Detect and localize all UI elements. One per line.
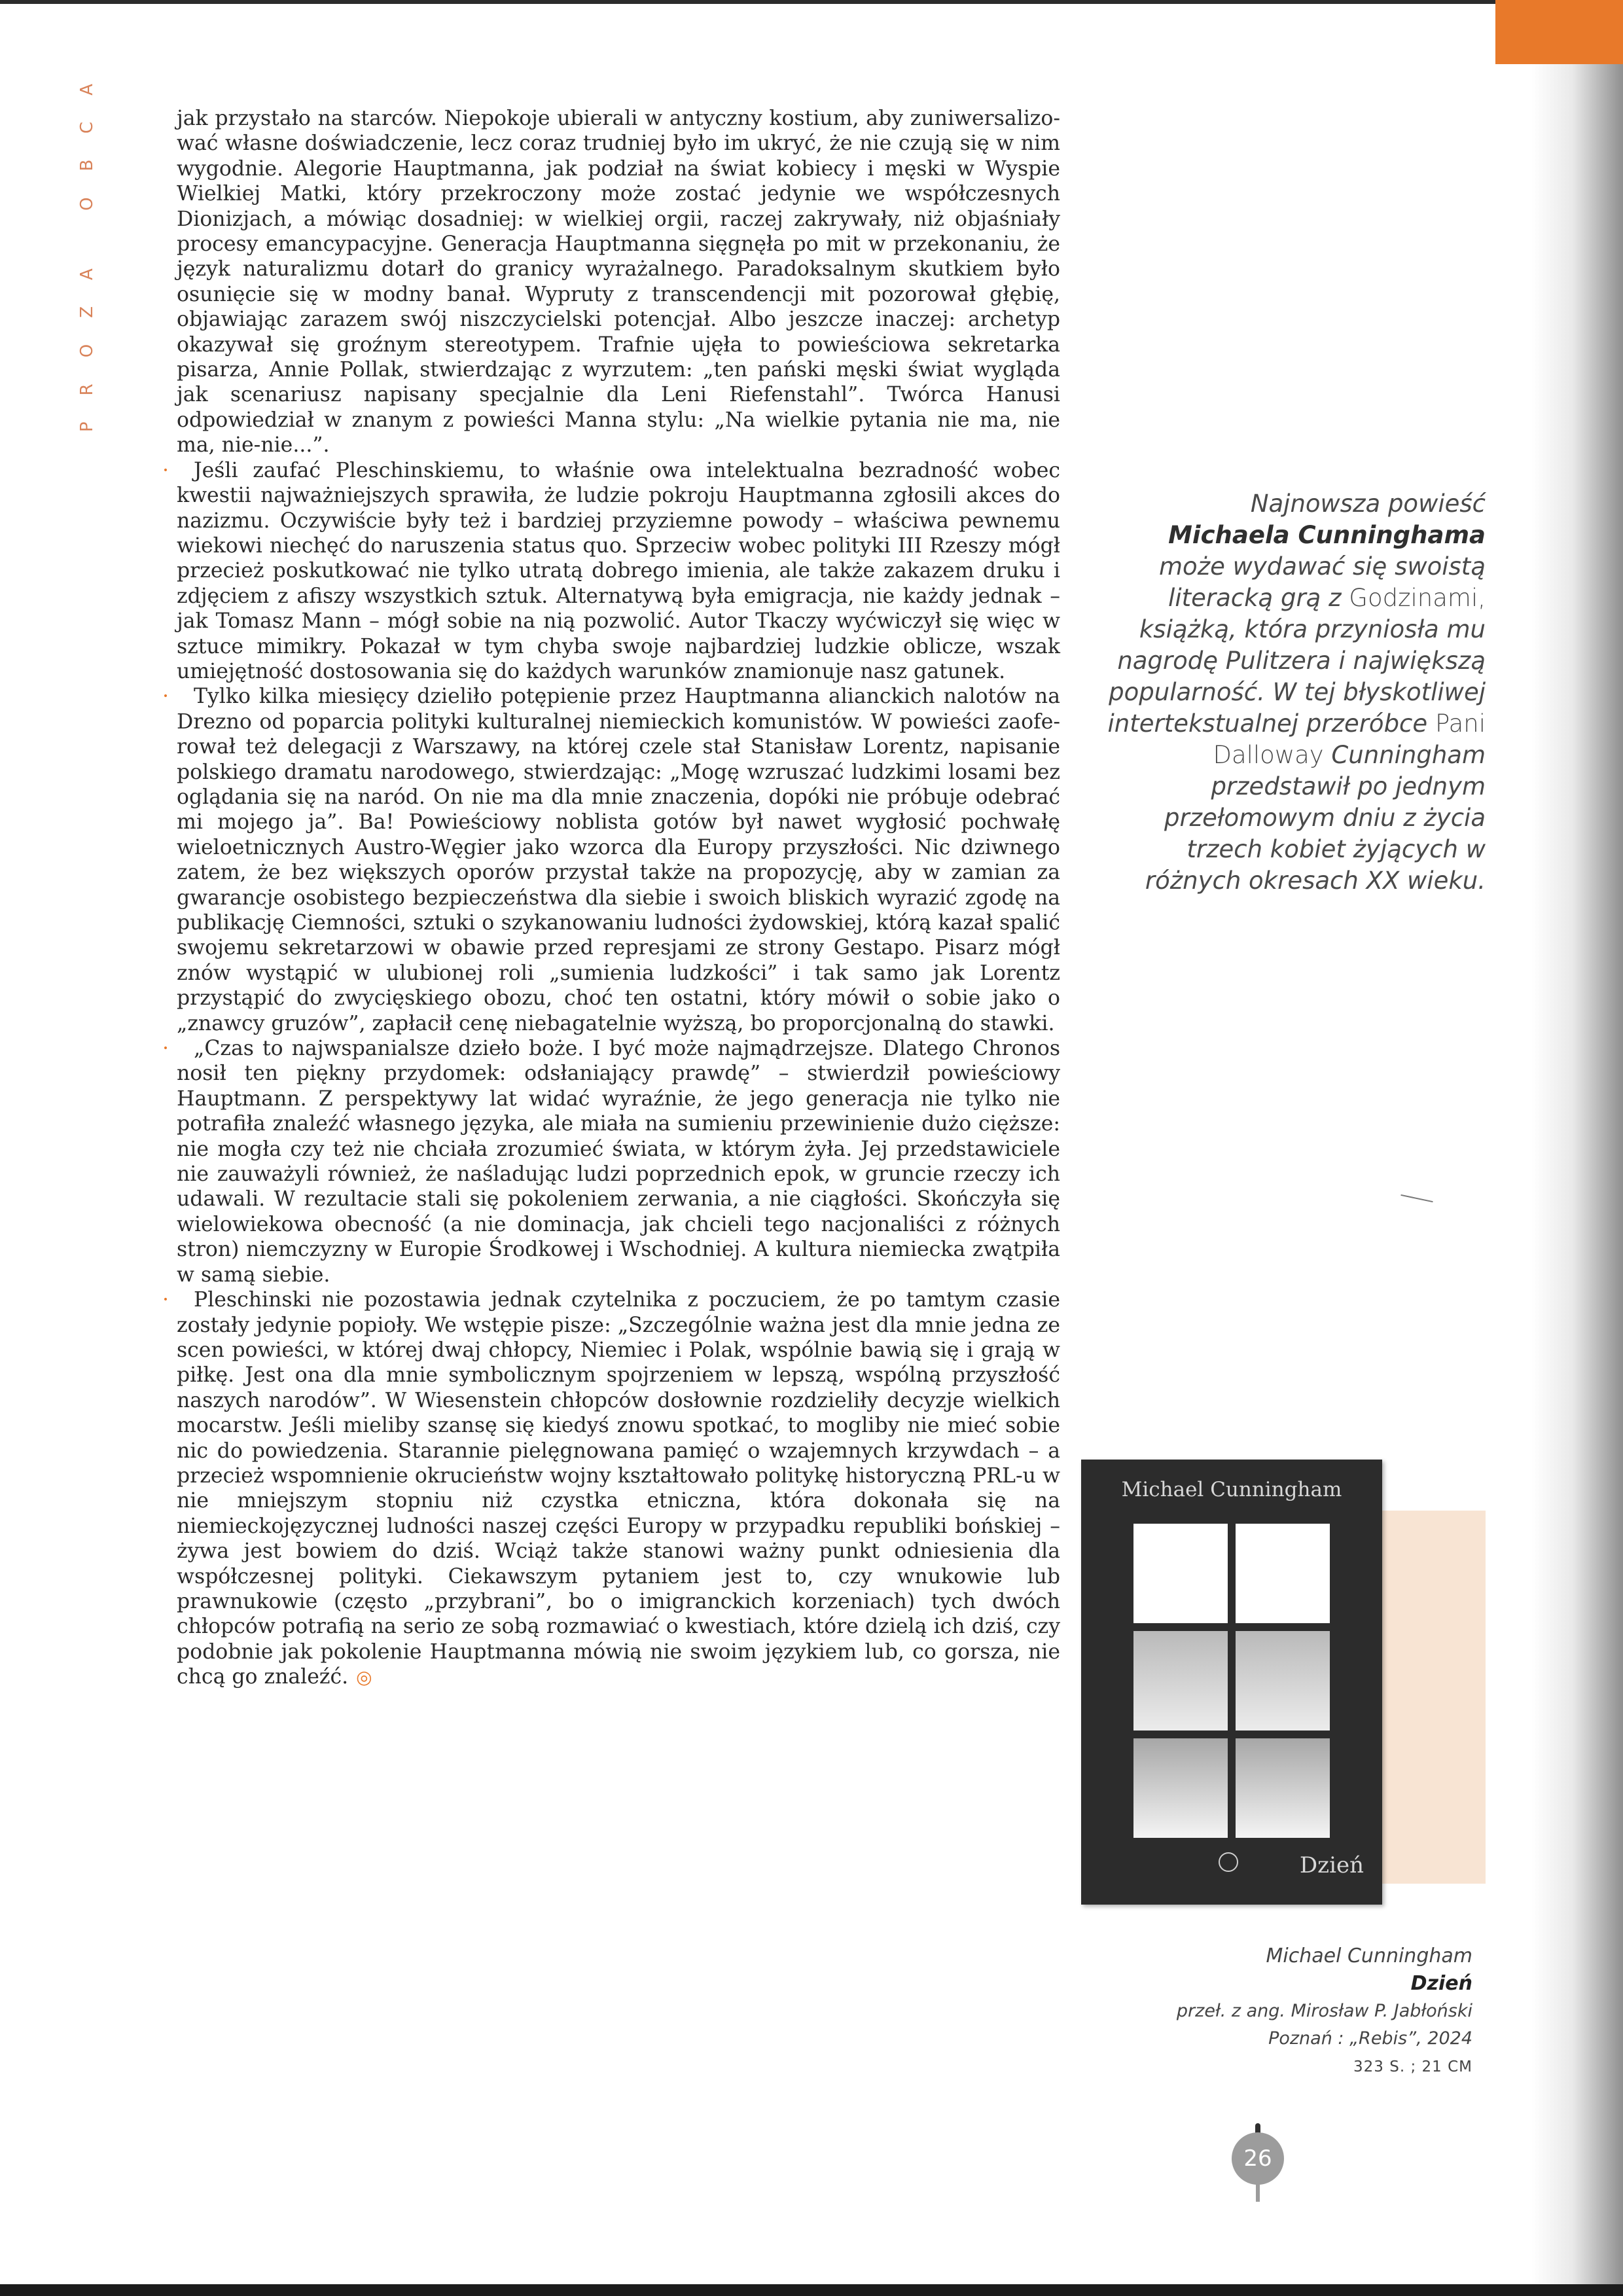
paragraph-3: · Tylko kilka miesięcy dzieliło potępienie przez Hauptmanna alianckich nalotów na Drezno od poparcia polityki kulturalnej niemieckich komunistów. W powieści zaoferował też delegacji z Warszawy, na której czele stał Stanisław Lorentz, napisanie polskiego dramatu narodowego, stwierdzając: „Mogę wzruszać ludzkimi losami bez oglądania się na naród. On nie ma dla mnie znaczenia, dopóki nie próbuje odebrać mi mojego ja”. Ba! Powieściowy noblista gotów był nawet wygłosić pochwałę wieloetnicznych Austro-Węgier jako wzorca dla Europy przyszłości. Nic dziwnego zatem, że bez większych oporów przystał także na propozycję, aby w zamian za gwarancje osobistego bezpieczeństwa dla siebie i swoich bliskich wyrazić zgodę na publikację Ciemności, sztuki o szykanowaniu ludności żydowskiej, którą kazał spalić swojemu sekretarzowi w obawie przed represjami ze strony Gestapo. Pisarz mógł znów wystąpić w ulubionej roli „sumienia ludzkości” i tak samo jak Lorentz przystąpić do zwycięskiego obozu, choć ten ostatni, który mówił o sobie jako o „znawcy gruzów”, zapłacił cenę niebagatelnie wyższą, bo proporcjonalną do stawki. [177, 684, 1060, 1036]
paragraph-2: · Jeśli zaufać Pleschinskiemu, to właśnie owa intelektualna bezradność wobec kwestii najważniejszych sprawiła, że ludzie pokroju Hauptmanna zgłosili akces do nazizmu. Oczywiście były też i bardziej przyziemne powody – właściwa pewnemu wiekowi niechęć do naruszenia status quo. Sprzeciw wobec polityki III Rzeszy mógł przecież poskutkować nie tylko utratą dobrego imienia, ale także zakazem druku i zdjęciem z afiszy wszystkich sztuk. Alternatywą była emigracja, nie każdy jednak – jak Tomasz Mann – mógł sobie na nią pozwolić. Autor Tkaczy wyćwiczył się więc w sztuce mimikry. Pokazał w tym chyba swoje najbardziej ludzkie oblicze, wszak umiejętność dostosowania się do każdych warunków znamionuje nasz gatunek. [177, 458, 1060, 685]
end-of-article-icon: ◎ [356, 1666, 372, 1689]
cover-title: Dzień [1299, 1852, 1364, 1878]
scan-top-edge [0, 0, 1623, 4]
section-label: PROZA OBCA [77, 58, 97, 432]
page-number: 26 [1232, 2132, 1284, 2185]
page-gutter-shadow [1531, 0, 1623, 2296]
paragraph-1: jak przystało na starców. Niepokoje ubierali w antyczny kostium, aby zuniwersalizować własne doświadczenie, lecz coraz trudniej było im ukryć, że nie czują się w nim wygodnie. Alegorie Hauptmanna, jak podział na świat kobiecy i męski w Wyspie Wielkiej Matki, który przekroczony może zostać jedynie we współczesnych Dionizjach, a mówiąc dosadniej: w wielkiej orgii, raczej zakrywały, niż objaśniały procesy emancypacyjne. Generacja Hauptmanna sięgnęła po mit w przekonaniu, że język naturalizmu dotarł do granicy wyrażalnego. Paradoksalnym skutkiem było osunięcie się w modny banał. Wypruty z transcendencji mit pozorował głębię, objawiając zarazem swój niszczycielski potencjał. Albo jeszcze inaczej: archetyp okazywał się groźnym stereotypem. Trafnie ujęła to powieściowa sekretarka pisarza, Annie Pollak, stwierdzając z wyrzutem: „ten pański męski świat wygląda jak scenariusz napisany specjalnie dla Leni Riefenstahl”. Twórca Hanusi odpowiedział w znanym z powieści Manna stylu: „Na wielkie pytania nie ma, nie ma, nie-nie...”. [177, 107, 1060, 457]
publisher-logo-icon [1219, 1852, 1238, 1872]
pullquote-mrs-dalloway: Pani Dalloway [1213, 709, 1486, 769]
book-info-title: Dzień [1410, 1972, 1472, 1995]
book-info [1113, 1943, 1472, 2081]
article-body [177, 106, 1060, 1691]
pullquote-part1: Najnowsza powieść [1250, 490, 1486, 518]
window-pane [1236, 1631, 1330, 1731]
paragraph-5 [177, 1287, 1060, 1691]
window-pane [1133, 1631, 1228, 1731]
book-info-publisher: Poznań : „Rebis”, 2024 [1268, 2028, 1472, 2049]
book-info-author: Michael Cunningham [1266, 1945, 1472, 1967]
pull-quote [1093, 488, 1486, 897]
book-info-extent: 323 S. ; 21 CM [1353, 2058, 1472, 2075]
paragraph-4: · „Czas to najwspanialsze dzieło boże. I być może najmądrzejsze. Dlatego Chronos nosił ten piękny przydomek: odsłaniający prawdę” – stwierdził powieściowy Hauptmann. Z perspektywy lat widać wyraźnie, że jego generacja nie tylko nie potrafiła znaleźć własnego języka, ale miała na sumieniu przewinienie dużo cięższe: nie mogła czy też nie chciała zrozumieć świata, w którym żyła. Jej przedstawiciele nie zauważyli również, że naśladując ludzi poprzednich epok, w gruncie rzeczy ich udawali. W rezultacie stali się pokoleniem zerwania, a nie ciągłości. Skończyła się wielowiekowa obecność (a nie dominacja, jak chcieli tego nacjonaliści z różnych stron) niemczyzny w Europie Środkowej i Wschodniej. A kultura niemiecka zwątpiła w samą siebie. [177, 1036, 1060, 1287]
scan-bottom-edge [0, 2284, 1623, 2296]
pullquote-part3: książką, która przyniosła mu nagrodę Pulitzera i największą popularność. W tej błyskotliwej intertekstualnej przeróbce [1107, 615, 1486, 738]
window-pane [1133, 1524, 1228, 1623]
book-info-translator: przeł. z ang. Mirosław P. Jabłoński [1176, 2001, 1472, 2021]
window-pane [1133, 1738, 1228, 1838]
paragraph-5-text: Pleschinski nie pozostawia jednak czytelnika z poczuciem, że po tamtym czasie zostały jedynie popioły. We wstępie pisze: „Szczególnie ważna jest dla mnie jedna ze scen powieści, w której dwaj chłopcy, Niemiec i Polak, wspólnie bawią się i grają w piłkę. Jest ona dla mnie symbolicznym spojrzeniem w lepszą, wspólną przyszłość naszych narodów”. W Wiesenstein chłopców dosłownie rozdzieliły decyzje wielkich mocarstw. Jeśli mieliby szansę się kiedyś znowu spotkać, to mogliby nie mieć sobie nic do powiedzenia. Starannie pielęgnowana pamięć o wzajemnych krzywdach – a przecież wspomnienie okrucieństw wojny kształtowało politykę historyczną PRL-u w nie mniejszym stopniu niż czystka etniczna, która dokonała się na niemieckojęzycznej ludności naszej części Europy w przypadku republiki bońskiej – żywa jest bowiem do dziś. Wciąż także stanowi ważny punkt odniesienia dla współczesnej polityki. Ciekawszym pytaniem jest to, czy wnukowie lub prawnukowie (często „przybrani”, bo o imigranckich korzeniach) tych dwóch chłopców potrafią na serio ze sobą rozmawiać o kwestiach, które dzielą ich dziś, czy podobnie jak pokolenie Hauptmanna mówią nie swoim językiem lub, co gorsza, nie chcą go znaleźć. [177, 1288, 1060, 1689]
section-color-tab [1495, 0, 1623, 64]
book-cover [1081, 1460, 1382, 1905]
window-pane [1236, 1738, 1330, 1838]
window-pane [1236, 1524, 1330, 1623]
pullquote-author: Michaela Cunninghama [1168, 521, 1486, 549]
cover-author: Michael Cunningham [1121, 1478, 1342, 1501]
pullquote-part4: Cunningham przedstawił po jednym przełomowym dniu z życia trzech kobiet żyjących w różnych okresach XX wieku. [1145, 741, 1486, 895]
pullquote-book-title: Godzinami, [1349, 584, 1486, 612]
cover-window-illustration [1133, 1524, 1330, 1838]
pen-mark [1400, 1194, 1433, 1202]
folio-stem [1256, 2182, 1260, 2202]
pullquote-part2: może wydawać się swoistą literacką grą z [1159, 552, 1486, 612]
